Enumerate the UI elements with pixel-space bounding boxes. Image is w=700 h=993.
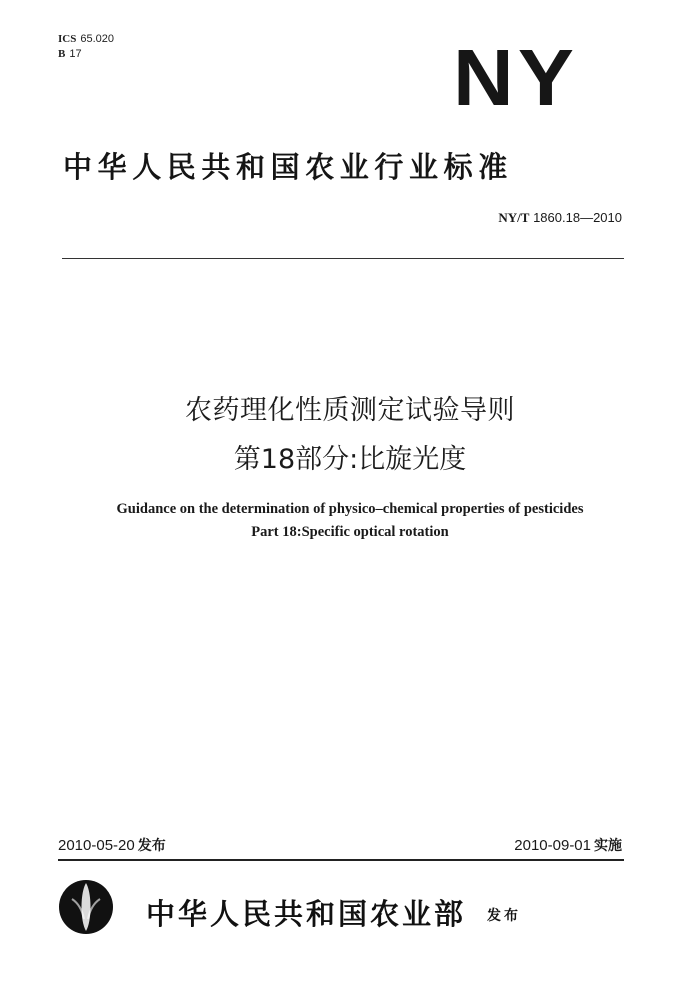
document-title-en-line2: Part 18:Specific optical rotation — [251, 524, 449, 540]
standard-code — [498, 210, 622, 226]
document-title-cn-line1: 农药理化性质测定试验导则 — [185, 395, 515, 426]
ny-logo: NY — [452, 33, 578, 122]
footer-divider — [58, 859, 624, 861]
document-title-cn-line2: 第18部分:比旋光度 — [233, 444, 467, 475]
class-code: B 17 — [58, 48, 82, 60]
header-divider — [62, 258, 624, 259]
classification-codes — [58, 32, 114, 62]
issued-date: 2010-05-20 发布 — [58, 837, 166, 854]
standard-code-number: 1860.18—2010 — [533, 210, 622, 225]
publish-label: 发布 — [487, 908, 521, 924]
standard-title: 中华人民共和国农业行业标准 — [63, 150, 513, 184]
publisher-name: 中华人民共和国农业部 — [146, 897, 467, 931]
effective-date: 2010-09-01 实施 — [514, 837, 622, 854]
document-title-en-line1: Guidance on the determination of physico–chemical properties of pesticides — [116, 501, 584, 517]
ministry-emblem-icon — [58, 879, 114, 935]
ics-code: ICS 65.020 — [58, 33, 114, 45]
standard-code-prefix: NY/T — [498, 210, 530, 225]
